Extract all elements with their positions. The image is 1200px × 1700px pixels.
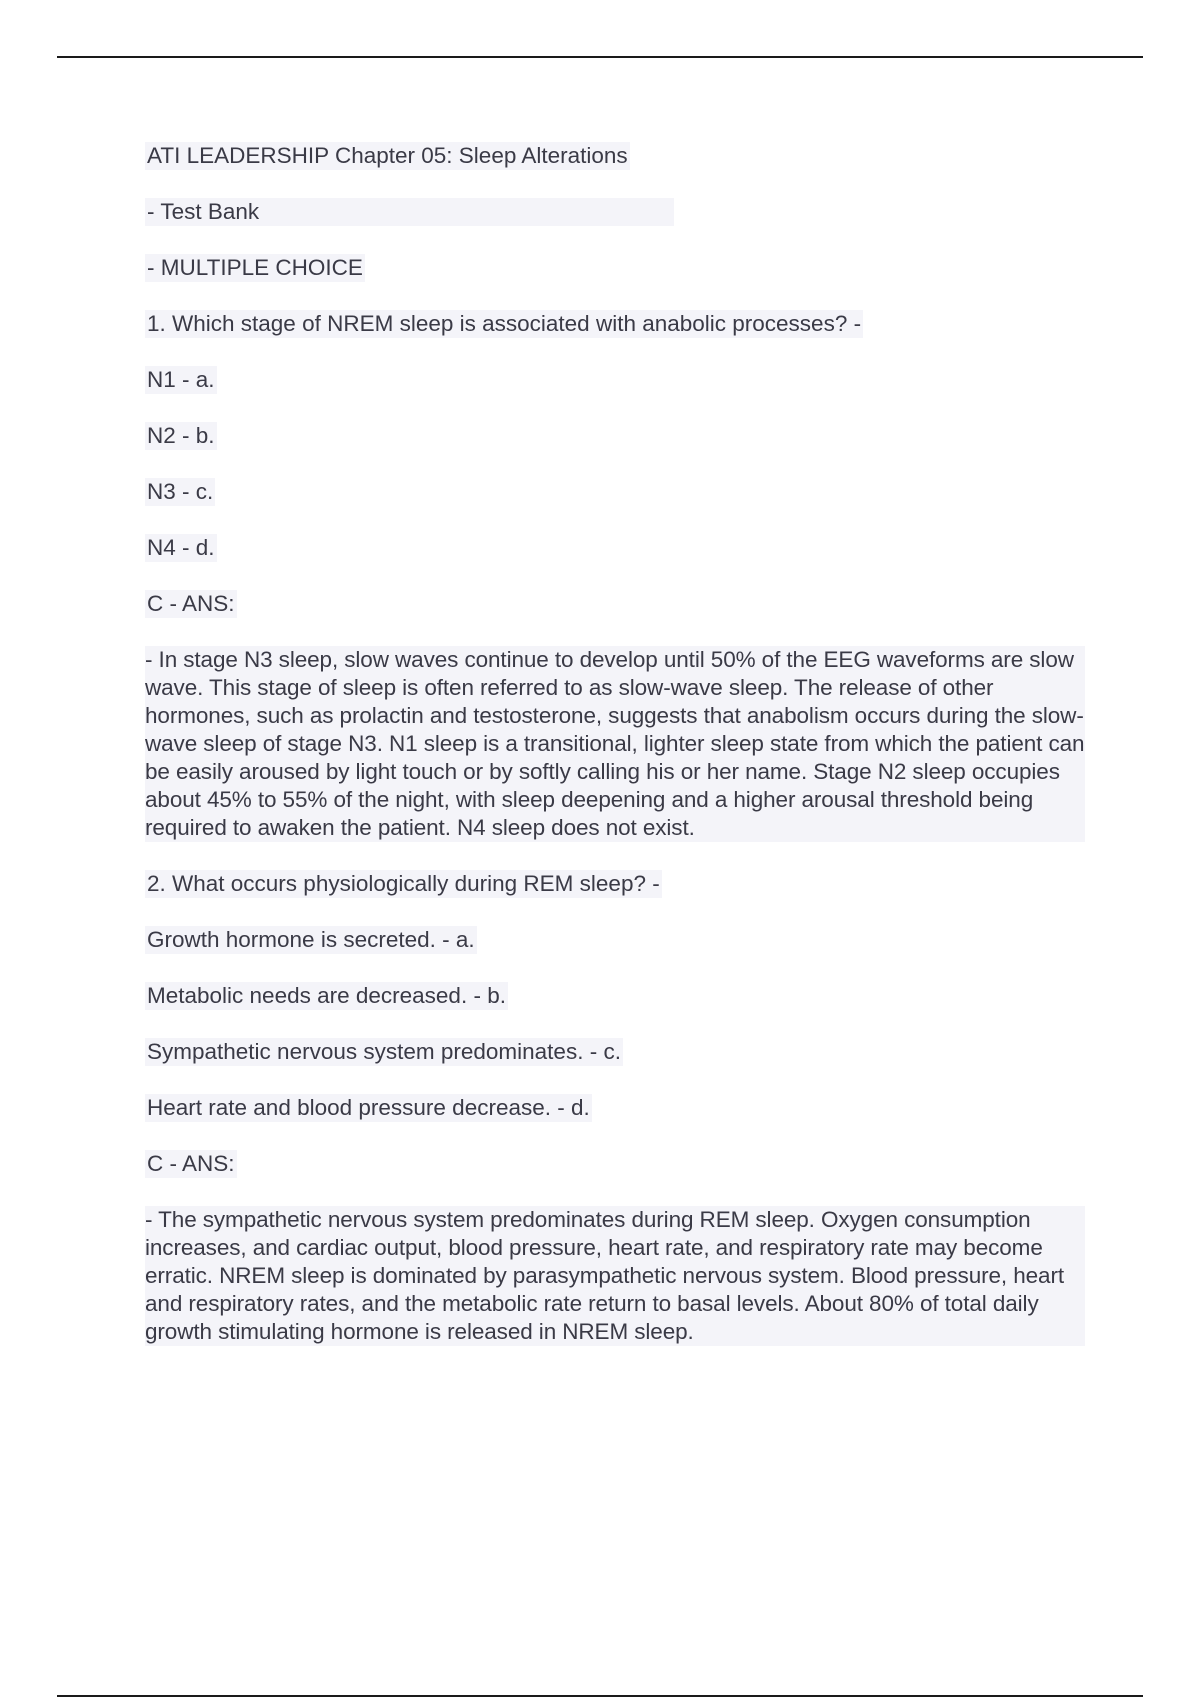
question-2-answer-text: C - ANS: [147,1151,235,1176]
section-heading [145,254,1085,282]
question-1-option-b-text: N2 - b. [147,423,215,448]
document-title-text: ATI LEADERSHIP Chapter 05: Sleep Alterations [147,143,628,168]
document-subtitle [145,198,1085,226]
document-title [145,142,1085,170]
question-2-option-c-text: Sympathetic nervous system predominates. - c. [147,1039,621,1064]
question-1-stem [145,310,1085,338]
question-1-option-c [145,478,1085,506]
top-rule [57,56,1143,58]
question-1-answer [145,590,1085,618]
question-2-option-b-text: Metabolic needs are decreased. - b. [147,983,506,1008]
question-2-option-b [145,982,1085,1010]
question-1-option-a [145,366,1085,394]
question-1-rationale: - In stage N3 sleep, slow waves continue to develop until 50% of the EEG waveforms are slow wave. This stage of sleep is often referred to as slow-wave sleep. The release of other hormones, such as prolactin and testosterone, suggests that anabolism occurs during the slow-wave sleep of stage N3. N1 sleep is a transitional, lighter sleep state from which the patient can be easily aroused by light touch or by softly calling his or her name. Stage N2 sleep occupies about 45% to 55% of the night, with sleep deepening and a higher arousal threshold being required to awaken the patient. N4 sleep does not exist. [145,647,1085,840]
question-1-stem-text: 1. Which stage of NREM sleep is associated with anabolic processes? - [147,311,862,336]
question-2-stem-text: 2. What occurs physiologically during REM sleep? - [147,871,660,896]
bottom-rule [57,1695,1143,1697]
question-1-answer-text: C - ANS: [147,591,235,616]
question-1-option-d-text: N4 - d. [147,535,215,560]
question-2-option-a [145,926,1085,954]
question-1-option-b [145,422,1085,450]
document-body [145,142,1085,1374]
question-2-option-c [145,1038,1085,1066]
question-2-stem [145,870,1085,898]
question-2-option-a-text: Growth hormone is secreted. - a. [147,927,475,952]
question-2-answer [145,1150,1085,1178]
document-subtitle-text: - Test Bank [145,198,674,226]
question-1-option-a-text: N1 - a. [147,367,215,392]
question-2-option-d [145,1094,1085,1122]
question-2-rationale: - The sympathetic nervous system predominates during REM sleep. Oxygen consumption increases, and cardiac output, blood pressure, heart rate, and respiratory rate may become erratic. NREM sleep is dominated by parasympathetic nervous system. Blood pressure, heart and respiratory rates, and the metabolic rate return to basal levels. About 80% of total daily growth stimulating hormone is released in NREM sleep. [145,1206,1085,1346]
section-heading-text: - MULTIPLE CHOICE [147,255,363,280]
question-1-option-d [145,534,1085,562]
question-2-option-d-text: Heart rate and blood pressure decrease. - d. [147,1095,590,1120]
question-1-option-c-text: N3 - c. [147,479,214,504]
